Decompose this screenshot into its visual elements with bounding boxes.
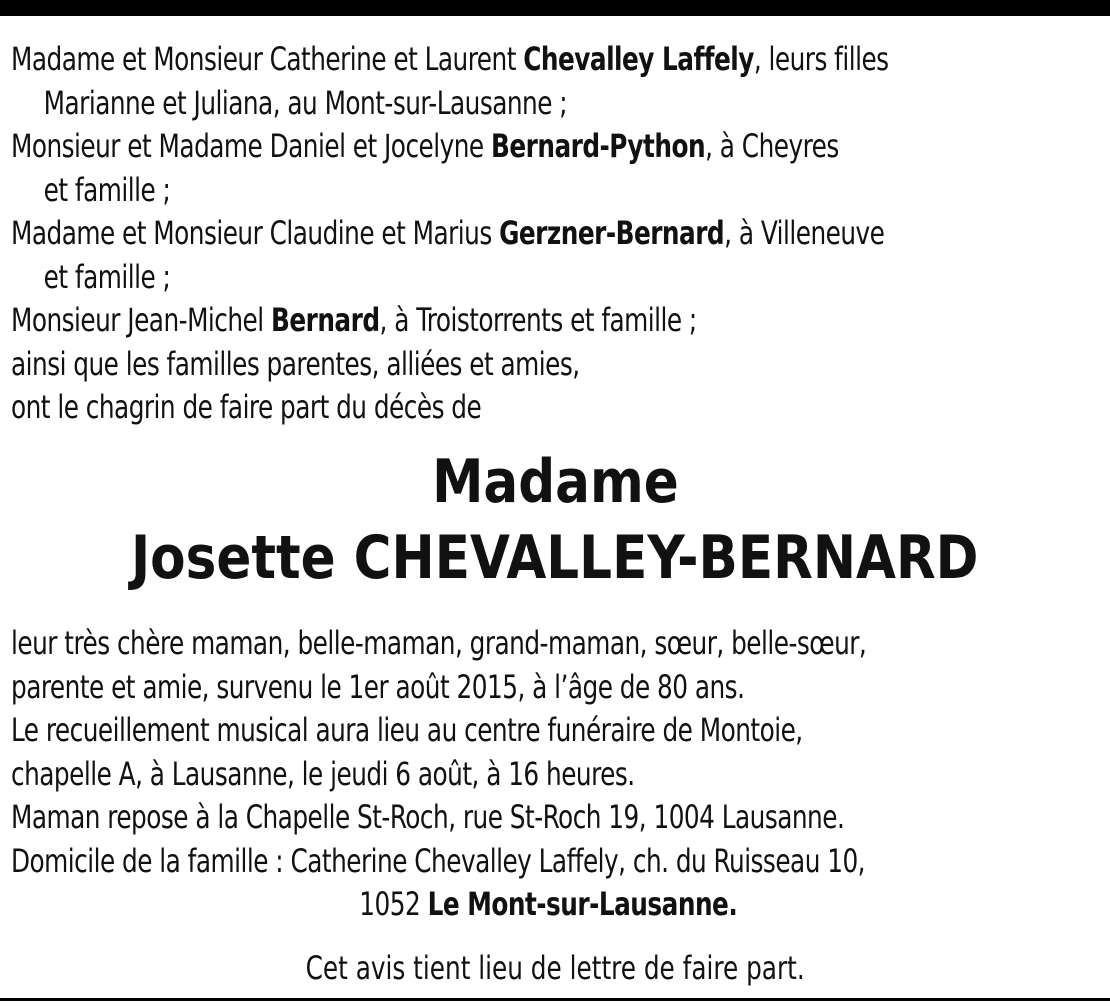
closing-line xyxy=(0,947,1110,990)
announcers-block xyxy=(11,38,1103,430)
domicile-postal-code: 1052 xyxy=(359,885,428,923)
deceased-title: Madame xyxy=(431,447,679,517)
body-line: parente et amie, survenu le 1er août 2015, à l’âge de 80 ans. xyxy=(11,667,745,706)
announcer-text: , à Villeneuve xyxy=(724,214,885,252)
announcer-text: , leurs filles xyxy=(753,40,889,78)
announcer-continuation: et famille ; xyxy=(43,257,171,296)
body-line: Le recueillement musical aura lieu au centre funéraire de Montoie, xyxy=(11,711,803,749)
deceased-name: Josette CHEVALLEY-BERNARD xyxy=(131,523,979,593)
body-line: Maman repose à la Chapelle St-Roch, rue St-Roch 19, 1004 Lausanne. xyxy=(11,798,845,836)
announcer-family-name: Bernard xyxy=(270,301,380,339)
relatives-line: ainsi que les familles parentes, alliées et amies, xyxy=(11,344,580,383)
closing-text: Cet avis tient lieu de lettre de faire part. xyxy=(305,949,805,987)
domicile-address-line1: Catherine Chevalley Laffely, ch. du Ruisseau 10, xyxy=(290,841,866,880)
intro-line: ont le chagrin de faire part du décès de xyxy=(11,388,482,426)
domicile-city: Le Mont-sur-Lausanne. xyxy=(427,885,738,923)
notice-body xyxy=(11,622,1103,927)
announcer-text: Monsieur Jean-Michel xyxy=(11,301,271,339)
announcer-line xyxy=(11,212,1103,256)
announcer-line xyxy=(11,299,1103,343)
domicile-label: Domicile de la famille : xyxy=(11,841,291,880)
announcer-continuation: et famille ; xyxy=(43,170,171,209)
announcer-line xyxy=(11,125,1103,169)
announcer-line xyxy=(11,38,1103,82)
top-border-bar xyxy=(0,0,1110,16)
domicile-row xyxy=(11,840,1103,884)
announcer-text: Madame et Monsieur Claudine et Marius xyxy=(11,214,500,252)
body-line: leur très chère maman, belle-maman, grand-maman, sœur, belle-sœur, xyxy=(11,624,867,662)
announcer-continuation: Marianne et Juliana, au Mont-sur-Lausanne ; xyxy=(43,83,568,122)
announcer-text: , à Troistorrents et famille ; xyxy=(379,301,697,339)
announcer-text: Madame et Monsieur Catherine et Laurent xyxy=(11,40,524,78)
announcer-text: , à Cheyres xyxy=(705,127,839,165)
announcer-family-name: Gerzner-Bernard xyxy=(499,214,725,252)
announcer-text: Monsieur et Madame Daniel et Jocelyne xyxy=(11,127,492,165)
deceased-name-block xyxy=(0,444,1110,596)
body-line: chapelle A, à Lausanne, le jeudi 6 août, à 16 heures. xyxy=(11,754,635,793)
announcer-family-name: Bernard-Python xyxy=(491,127,706,165)
domicile-address-line2 xyxy=(11,883,1103,927)
bottom-border-rule xyxy=(0,998,1110,1001)
announcer-family-name: Chevalley Laffely xyxy=(523,40,754,78)
